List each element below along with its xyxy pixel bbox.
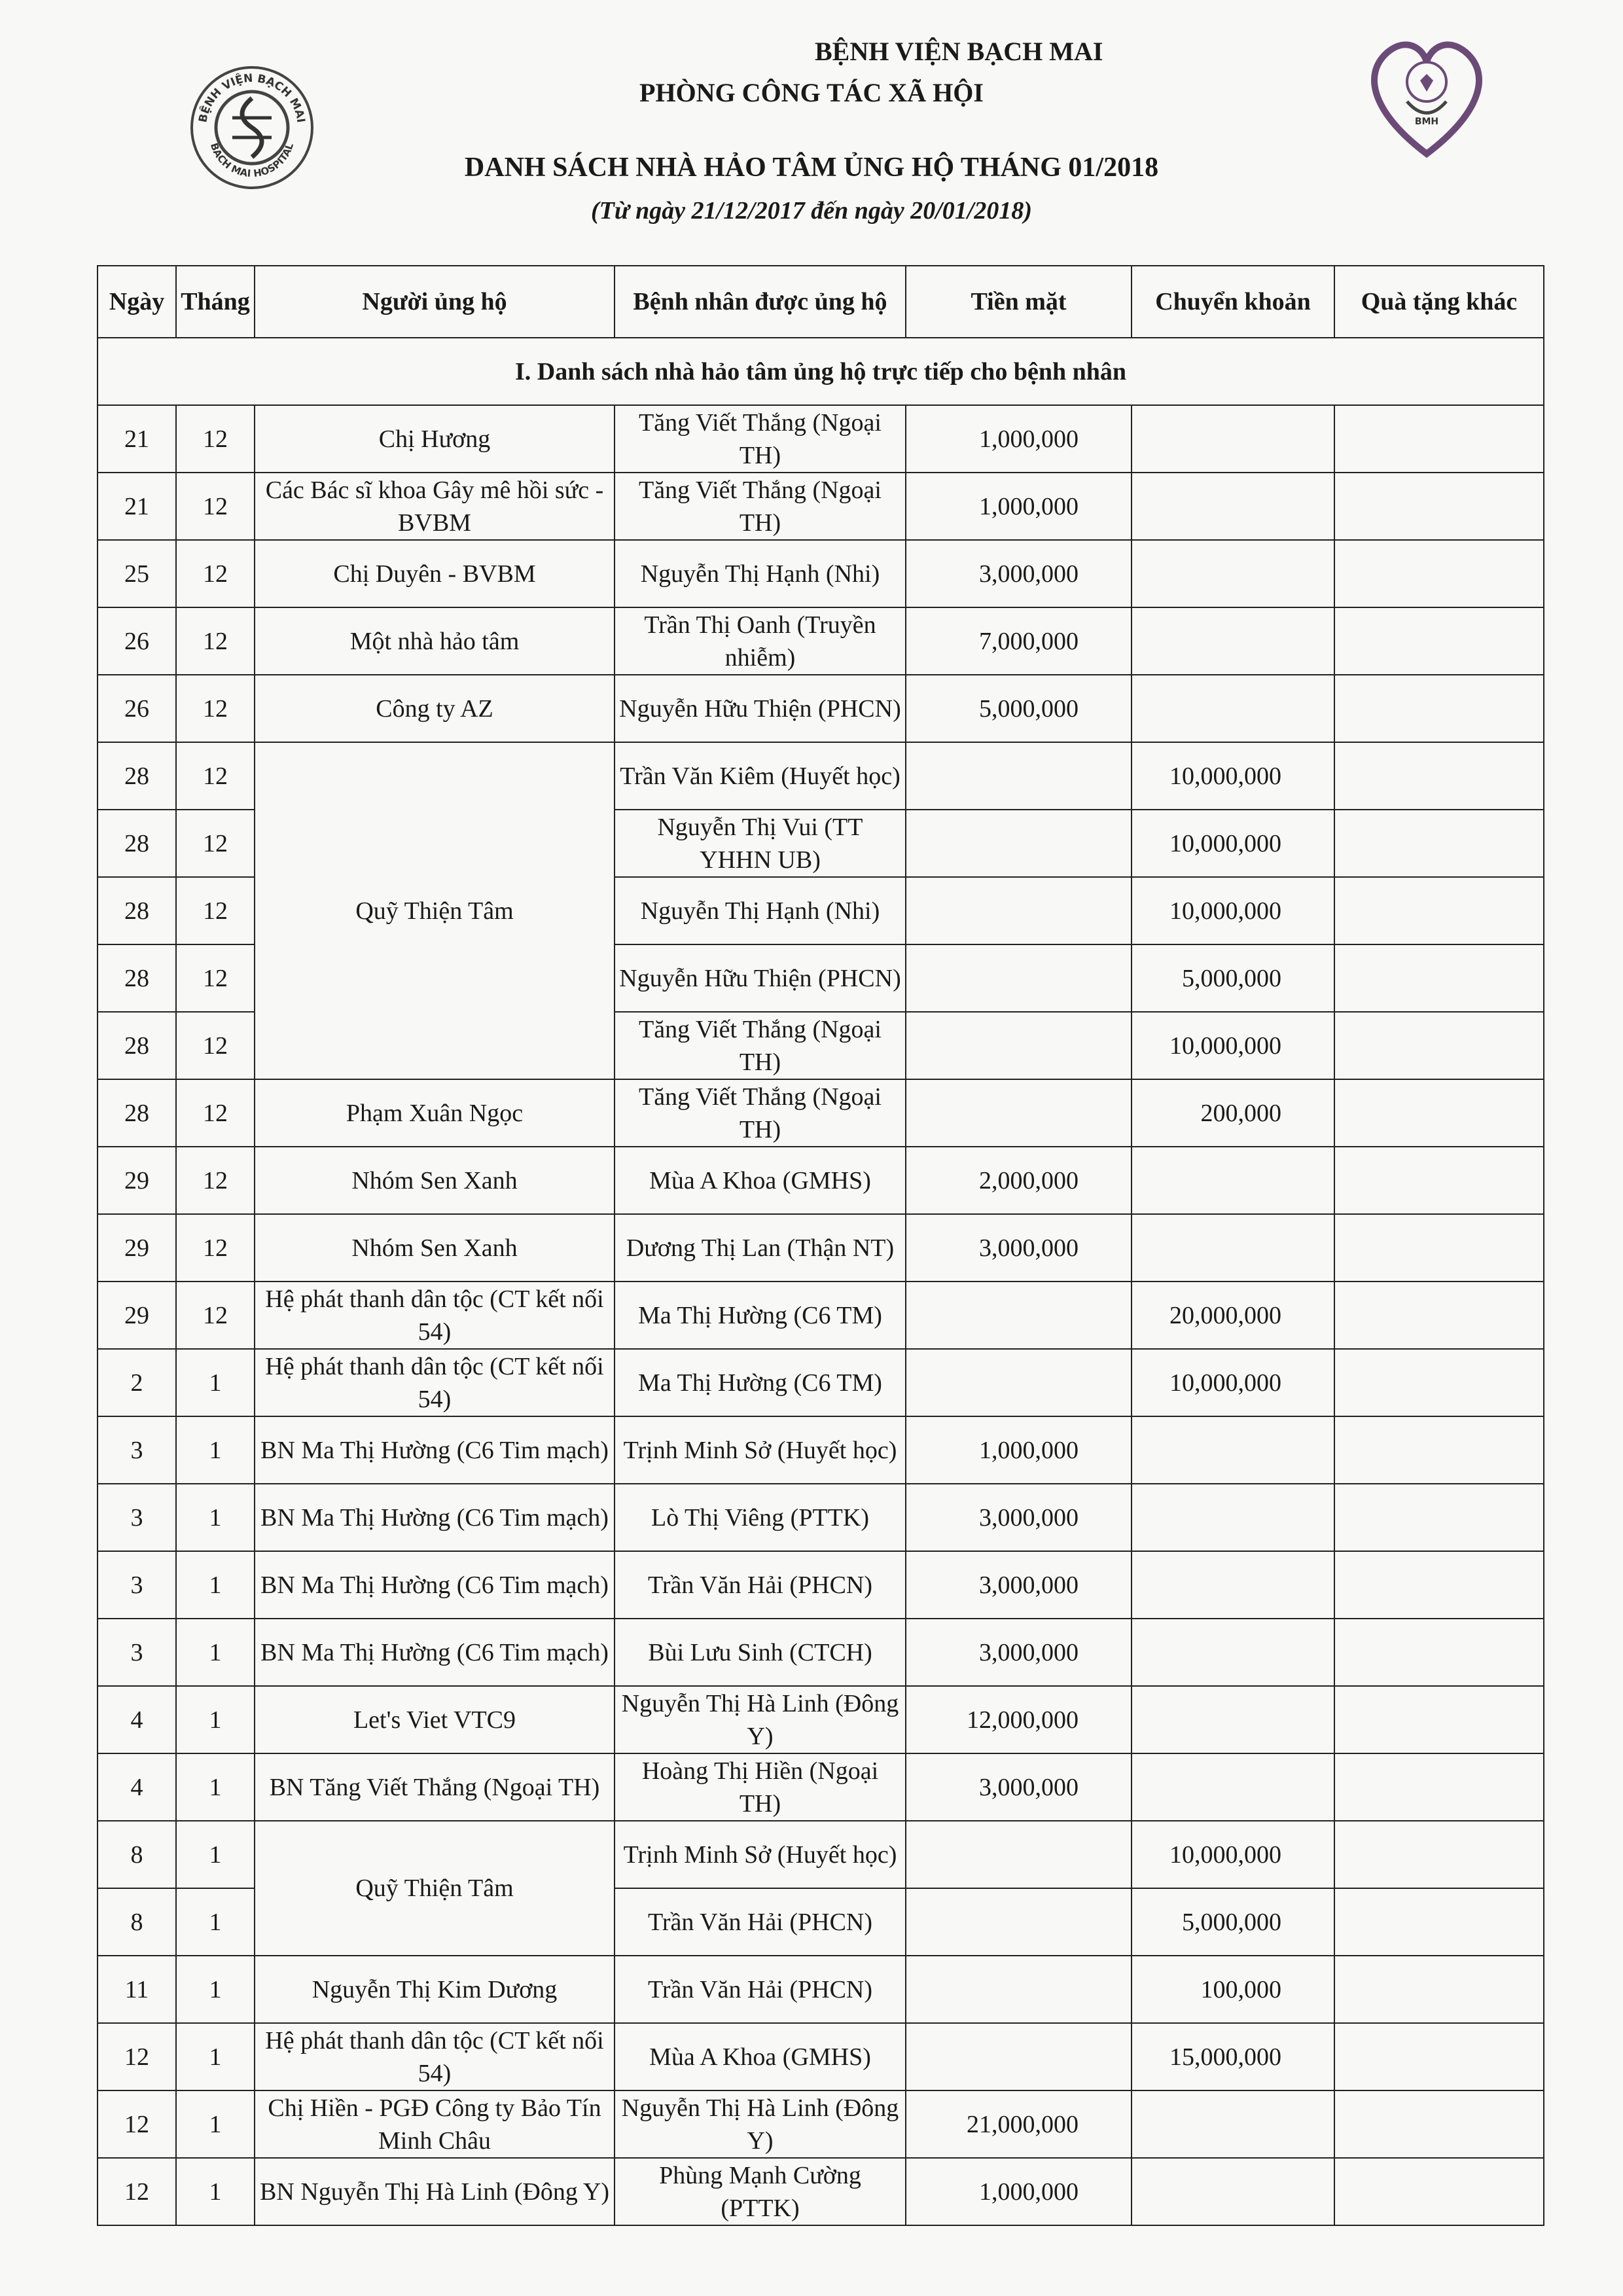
cell-patient: Nguyễn Thị Hạnh (Nhi) — [615, 540, 906, 607]
cell-day: 28 — [98, 810, 176, 877]
cell-month: 1 — [176, 1619, 255, 1686]
cell-donor: BN Ma Thị Hường (C6 Tim mạch) — [255, 1416, 615, 1484]
cell-patient: Trịnh Minh Sở (Huyết học) — [615, 1821, 906, 1888]
cell-gift — [1334, 2158, 1544, 2225]
cell-day: 29 — [98, 1282, 176, 1349]
cell-patient: Ma Thị Hường (C6 TM) — [615, 1282, 906, 1349]
cell-cash — [906, 1079, 1132, 1147]
col-header-day: Ngày — [98, 266, 176, 338]
cell-transfer — [1132, 473, 1334, 540]
cell-patient: Trần Thị Oanh (Truyền nhiễm) — [615, 607, 906, 675]
cell-patient: Tăng Viết Thắng (Ngoại TH) — [615, 1079, 906, 1147]
cell-day: 28 — [98, 1012, 176, 1079]
cell-donor: BN Ma Thị Hường (C6 Tim mạch) — [255, 1551, 615, 1619]
cell-gift — [1334, 1484, 1544, 1551]
cell-patient: Tăng Viết Thắng (Ngoại TH) — [615, 405, 906, 473]
table-row — [98, 1551, 1544, 1619]
document-subtitle: (Từ ngày 21/12/2017 đến ngày 20/01/2018) — [590, 197, 1033, 224]
cell-month: 12 — [176, 1147, 255, 1214]
cell-transfer: 5,000,000 — [1132, 944, 1334, 1012]
cell-transfer — [1132, 1551, 1334, 1619]
cell-month: 1 — [176, 1686, 255, 1753]
table-row — [98, 675, 1544, 742]
cell-gift — [1334, 1012, 1544, 1079]
cell-donor: Chị Hương — [255, 405, 615, 473]
cell-patient: Hoàng Thị Hiền (Ngoại TH) — [615, 1753, 906, 1821]
cell-cash — [906, 2023, 1132, 2090]
cell-patient: Nguyễn Hữu Thiện (PHCN) — [615, 944, 906, 1012]
cell-day: 4 — [98, 1753, 176, 1821]
cell-month: 1 — [176, 1484, 255, 1551]
table-row — [98, 1214, 1544, 1282]
cell-cash — [906, 1012, 1132, 1079]
cell-patient: Trần Văn Kiêm (Huyết học) — [615, 742, 906, 810]
table-row — [98, 405, 1544, 473]
cell-donor: BN Nguyễn Thị Hà Linh (Đông Y) — [255, 2158, 615, 2225]
cell-gift — [1334, 1821, 1544, 1888]
cell-month: 1 — [176, 1416, 255, 1484]
cell-cash: 3,000,000 — [906, 1484, 1132, 1551]
cell-patient: Nguyễn Thị Hạnh (Nhi) — [615, 877, 906, 944]
cell-day: 29 — [98, 1147, 176, 1214]
table-row — [98, 1484, 1544, 1551]
cell-gift — [1334, 1888, 1544, 1956]
cell-donor: Công ty AZ — [255, 675, 615, 742]
cell-month: 1 — [176, 1888, 255, 1956]
donor-table — [97, 265, 1544, 2226]
cell-donor: Quỹ Thiện Tâm — [255, 742, 615, 1079]
cell-patient: Trịnh Minh Sở (Huyết học) — [615, 1416, 906, 1484]
cell-donor: Hệ phát thanh dân tộc (CT kết nối 54) — [255, 1282, 615, 1349]
cell-donor: BN Ma Thị Hường (C6 Tim mạch) — [255, 1619, 615, 1686]
cell-gift — [1334, 2090, 1544, 2158]
cell-gift — [1334, 405, 1544, 473]
cell-month: 1 — [176, 1821, 255, 1888]
table-row — [98, 2090, 1544, 2158]
cell-day: 2 — [98, 1349, 176, 1416]
cell-cash — [906, 877, 1132, 944]
cell-gift — [1334, 1214, 1544, 1282]
cell-patient: Nguyễn Thị Vui (TT YHHN UB) — [615, 810, 906, 877]
logo-left-text-bottom: BACH MAI HOSPITAL — [207, 141, 296, 180]
table-header-row — [98, 266, 1544, 338]
col-header-month: Tháng — [176, 266, 255, 338]
table-row — [98, 1956, 1544, 2023]
cell-transfer — [1132, 540, 1334, 607]
cell-donor: Phạm Xuân Ngọc — [255, 1079, 615, 1147]
section-title: I. Danh sách nhà hảo tâm ủng hộ trực tiếp cho bệnh nhân — [98, 338, 1544, 405]
cell-month: 12 — [176, 405, 255, 473]
cell-transfer: 10,000,000 — [1132, 1821, 1334, 1888]
cell-day: 12 — [98, 2023, 176, 2090]
cell-donor: Hệ phát thanh dân tộc (CT kết nối 54) — [255, 1349, 615, 1416]
cell-cash: 3,000,000 — [906, 1753, 1132, 1821]
cell-day: 3 — [98, 1551, 176, 1619]
cell-month: 12 — [176, 1012, 255, 1079]
cell-patient: Nguyễn Thị Hà Linh (Đông Y) — [615, 2090, 906, 2158]
table-row — [98, 1821, 1544, 1888]
cell-patient: Nguyễn Hữu Thiện (PHCN) — [615, 675, 906, 742]
cell-day: 28 — [98, 1079, 176, 1147]
cell-cash: 1,000,000 — [906, 2158, 1132, 2225]
cell-transfer: 5,000,000 — [1132, 1888, 1334, 1956]
cell-day: 26 — [98, 675, 176, 742]
cell-donor: Chị Hiền - PGĐ Công ty Bảo Tín Minh Châu — [255, 2090, 615, 2158]
cell-donor: Nguyễn Thị Kim Dương — [255, 1956, 615, 2023]
cell-month: 1 — [176, 1956, 255, 2023]
department-name: PHÒNG CÔNG TÁC XÃ HỘI — [639, 78, 984, 107]
cell-month: 12 — [176, 944, 255, 1012]
col-header-patient: Bệnh nhân được ủng hộ — [615, 266, 906, 338]
document-title: DANH SÁCH NHÀ HẢO TÂM ỦNG HỘ THÁNG 01/2018 — [464, 152, 1159, 183]
cell-transfer — [1132, 2090, 1334, 2158]
cell-gift — [1334, 1349, 1544, 1416]
cell-gift — [1334, 473, 1544, 540]
cell-patient: Ma Thị Hường (C6 TM) — [615, 1349, 906, 1416]
cell-day: 21 — [98, 473, 176, 540]
cell-cash: 2,000,000 — [906, 1147, 1132, 1214]
cell-cash — [906, 810, 1132, 877]
col-header-transfer: Chuyển khoản — [1132, 266, 1334, 338]
cell-transfer — [1132, 607, 1334, 675]
cell-transfer: 10,000,000 — [1132, 1349, 1334, 1416]
cell-transfer: 10,000,000 — [1132, 1012, 1334, 1079]
cell-cash — [906, 742, 1132, 810]
cell-gift — [1334, 742, 1544, 810]
cell-patient: Bùi Lưu Sinh (CTCH) — [615, 1619, 906, 1686]
cell-cash — [906, 1282, 1132, 1349]
table-row — [98, 1147, 1544, 1214]
cell-month: 1 — [176, 1551, 255, 1619]
cell-patient: Tăng Viết Thắng (Ngoại TH) — [615, 473, 906, 540]
cell-cash: 5,000,000 — [906, 675, 1132, 742]
cell-cash: 21,000,000 — [906, 2090, 1132, 2158]
cell-donor: Chị Duyên - BVBM — [255, 540, 615, 607]
cell-patient: Lò Thị Viêng (PTTK) — [615, 1484, 906, 1551]
cell-day: 26 — [98, 607, 176, 675]
cell-patient: Nguyễn Thị Hà Linh (Đông Y) — [615, 1686, 906, 1753]
cell-day: 3 — [98, 1484, 176, 1551]
table-row — [98, 1619, 1544, 1686]
cell-donor: BN Tăng Viết Thắng (Ngoại TH) — [255, 1753, 615, 1821]
cell-donor: Nhóm Sen Xanh — [255, 1147, 615, 1214]
cell-day: 28 — [98, 877, 176, 944]
cell-transfer — [1132, 2158, 1334, 2225]
cell-day: 12 — [98, 2158, 176, 2225]
logo-left-text-top: BỆNH VIỆN BẠCH MAI — [196, 71, 308, 124]
cell-day: 11 — [98, 1956, 176, 2023]
cell-month: 1 — [176, 1349, 255, 1416]
table-row — [98, 1416, 1544, 1484]
cell-gift — [1334, 944, 1544, 1012]
table-row — [98, 1349, 1544, 1416]
cell-transfer — [1132, 1484, 1334, 1551]
cell-donor: Các Bác sĩ khoa Gây mê hồi sức - BVBM — [255, 473, 615, 540]
cell-cash: 7,000,000 — [906, 607, 1132, 675]
cell-month: 12 — [176, 1079, 255, 1147]
table-row — [98, 473, 1544, 540]
cell-day: 29 — [98, 1214, 176, 1282]
cell-transfer: 200,000 — [1132, 1079, 1334, 1147]
cell-donor: Một nhà hảo tâm — [255, 607, 615, 675]
cell-month: 12 — [176, 810, 255, 877]
table-row — [98, 1753, 1544, 1821]
cell-gift — [1334, 675, 1544, 742]
cell-transfer — [1132, 405, 1334, 473]
table-row — [98, 2023, 1544, 2090]
cell-gift — [1334, 1619, 1544, 1686]
cell-month: 12 — [176, 1282, 255, 1349]
cell-month: 1 — [176, 2023, 255, 2090]
cell-gift — [1334, 1079, 1544, 1147]
cell-cash: 3,000,000 — [906, 1214, 1132, 1282]
cell-patient: Trần Văn Hải (PHCN) — [615, 1956, 906, 2023]
cell-day: 25 — [98, 540, 176, 607]
cell-month: 1 — [176, 2158, 255, 2225]
cell-patient: Dương Thị Lan (Thận NT) — [615, 1214, 906, 1282]
table-row — [98, 742, 1544, 810]
cell-month: 12 — [176, 877, 255, 944]
col-header-gift: Quà tặng khác — [1334, 266, 1544, 338]
table-row — [98, 607, 1544, 675]
cell-cash: 1,000,000 — [906, 1416, 1132, 1484]
cell-patient: Mùa A Khoa (GMHS) — [615, 1147, 906, 1214]
cell-day: 28 — [98, 742, 176, 810]
cell-patient: Trần Văn Hải (PHCN) — [615, 1888, 906, 1956]
cell-transfer — [1132, 1619, 1334, 1686]
cell-cash: 12,000,000 — [906, 1686, 1132, 1753]
cell-month: 12 — [176, 607, 255, 675]
cell-cash — [906, 944, 1132, 1012]
cell-transfer: 10,000,000 — [1132, 877, 1334, 944]
cell-day: 12 — [98, 2090, 176, 2158]
cell-gift — [1334, 1686, 1544, 1753]
cell-donor: Hệ phát thanh dân tộc (CT kết nối 54) — [255, 2023, 615, 2090]
cell-transfer — [1132, 1416, 1334, 1484]
cell-gift — [1334, 2023, 1544, 2090]
cell-month: 12 — [176, 742, 255, 810]
cell-day: 8 — [98, 1821, 176, 1888]
cell-cash: 1,000,000 — [906, 473, 1132, 540]
cell-gift — [1334, 607, 1544, 675]
cell-transfer: 20,000,000 — [1132, 1282, 1334, 1349]
cell-transfer: 10,000,000 — [1132, 810, 1334, 877]
cell-month: 12 — [176, 675, 255, 742]
cell-day: 3 — [98, 1619, 176, 1686]
cell-cash — [906, 1956, 1132, 2023]
cell-gift — [1334, 877, 1544, 944]
cell-day: 3 — [98, 1416, 176, 1484]
cell-gift — [1334, 810, 1544, 877]
cell-patient: Trần Văn Hải (PHCN) — [615, 1551, 906, 1619]
cell-transfer — [1132, 675, 1334, 742]
cell-month: 1 — [176, 2090, 255, 2158]
cell-month: 12 — [176, 1214, 255, 1282]
table-row — [98, 540, 1544, 607]
col-header-donor: Người ủng hộ — [255, 266, 615, 338]
logo-right-text: BMH — [1414, 117, 1439, 127]
cell-patient: Mùa A Khoa (GMHS) — [615, 2023, 906, 2090]
cell-gift — [1334, 540, 1544, 607]
cell-month: 12 — [176, 473, 255, 540]
cell-gift — [1334, 1753, 1544, 1821]
cell-cash: 3,000,000 — [906, 540, 1132, 607]
cell-transfer — [1132, 1753, 1334, 1821]
table-row — [98, 1686, 1544, 1753]
cell-donor: Let's Viet VTC9 — [255, 1686, 615, 1753]
cell-day: 21 — [98, 405, 176, 473]
cell-transfer: 10,000,000 — [1132, 742, 1334, 810]
cell-transfer — [1132, 1147, 1334, 1214]
cell-transfer — [1132, 1686, 1334, 1753]
col-header-cash: Tiền mặt — [906, 266, 1132, 338]
table-row — [98, 1282, 1544, 1349]
cell-day: 4 — [98, 1686, 176, 1753]
cell-cash: 1,000,000 — [906, 405, 1132, 473]
cell-gift — [1334, 1551, 1544, 1619]
cell-gift — [1334, 1147, 1544, 1214]
cell-donor: Nhóm Sen Xanh — [255, 1214, 615, 1282]
cell-patient: Phùng Mạnh Cường (PTTK) — [615, 2158, 906, 2225]
cell-gift — [1334, 1956, 1544, 2023]
cell-donor: Quỹ Thiện Tâm — [255, 1821, 615, 1956]
cell-month: 12 — [176, 540, 255, 607]
section-row — [98, 338, 1544, 405]
cell-cash: 3,000,000 — [906, 1619, 1132, 1686]
cell-transfer: 15,000,000 — [1132, 2023, 1334, 2090]
cell-cash: 3,000,000 — [906, 1551, 1132, 1619]
cell-patient: Tăng Viết Thắng (Ngoại TH) — [615, 1012, 906, 1079]
cell-transfer: 100,000 — [1132, 1956, 1334, 2023]
cell-month: 1 — [176, 1753, 255, 1821]
cell-gift — [1334, 1416, 1544, 1484]
cell-day: 28 — [98, 944, 176, 1012]
cell-cash — [906, 1349, 1132, 1416]
table-row — [98, 2158, 1544, 2225]
cell-day: 8 — [98, 1888, 176, 1956]
cell-cash — [906, 1888, 1132, 1956]
cell-transfer — [1132, 1214, 1334, 1282]
cell-donor: BN Ma Thị Hường (C6 Tim mạch) — [255, 1484, 615, 1551]
table-row — [98, 1079, 1544, 1147]
cell-cash — [906, 1821, 1132, 1888]
cell-gift — [1334, 1282, 1544, 1349]
